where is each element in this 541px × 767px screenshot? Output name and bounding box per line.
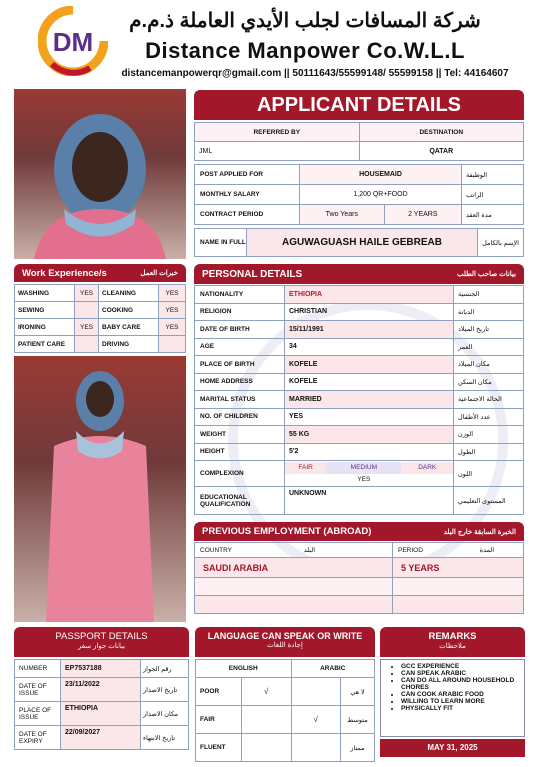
table-row <box>195 596 524 614</box>
employment-title-ar: الخبرة السابقة خارج البلد <box>443 528 516 536</box>
table-row <box>195 356 524 374</box>
passport-label: DATE OF ISSUE <box>15 678 61 702</box>
table-row <box>15 285 186 302</box>
table-row <box>196 678 375 706</box>
personal-value: 34 <box>285 338 454 356</box>
personal-value: 55 KG <box>285 426 454 444</box>
post-label: POST APPLIED FOR <box>195 165 300 185</box>
personal-label-ar: الديانة <box>454 303 524 321</box>
country-label: COUNTRY <box>200 547 232 554</box>
employment-table <box>194 542 524 614</box>
personal-value: YES <box>285 408 454 426</box>
language-level-ar: لا هي <box>341 678 375 706</box>
language-header <box>195 627 375 657</box>
contract-period-label-ar: مدة العقد <box>462 205 524 225</box>
name-table <box>194 228 524 257</box>
education-label-ar: المستوى التعليمي <box>454 487 524 515</box>
table-row <box>195 443 524 461</box>
personal-label: DATE OF BIRTH <box>195 321 285 339</box>
personal-label-ar: الحالة الاجتماعية <box>454 391 524 409</box>
table-row <box>15 319 186 336</box>
skill-label: BABY CARE <box>99 319 159 336</box>
list-item: • PHYSICALLY FIT <box>401 705 520 712</box>
passport-label: PLACE OF ISSUE <box>15 702 61 726</box>
document-date: MAY 31, 2025 <box>380 739 525 757</box>
passport-label: NUMBER <box>15 660 61 678</box>
personal-label-ar: تاريخ الميلاد <box>454 321 524 339</box>
english-level-mark <box>242 706 292 734</box>
complexion-label-ar: اللون <box>454 461 524 487</box>
employment-title: PREVIOUS EMPLOYMENT (ABROAD) <box>202 526 372 537</box>
education-value: UNKNOWN <box>285 487 454 515</box>
personal-value: KOFELE <box>285 373 454 391</box>
personal-label: AGE <box>195 338 285 356</box>
logo-text: DM <box>52 27 94 57</box>
skill-value <box>159 336 186 353</box>
skill-value: YES <box>159 302 186 319</box>
salary-label-ar: الراتب <box>462 185 524 205</box>
remarks-title: REMARKS <box>428 631 477 642</box>
post-value: HOUSEMAID <box>300 165 462 185</box>
skill-label: PATIENT CARE <box>15 336 75 353</box>
full-name-value: AGUWAGUASH HAILE GEBREAB <box>247 229 478 257</box>
arabic-level-mark: √ <box>291 706 341 734</box>
skill-label: WASHING <box>15 285 75 302</box>
personal-label: RELIGION <box>195 303 285 321</box>
list-item: • GCC EXPERIENCE <box>401 663 520 670</box>
contract-period-label: CONTRACT PERIOD <box>195 205 300 225</box>
table-row <box>195 578 524 596</box>
skill-label: CLEANING <box>99 285 159 302</box>
language-level-ar: ممتاز <box>341 734 375 762</box>
company-logo <box>38 6 108 76</box>
table-row <box>195 426 524 444</box>
table-row <box>195 558 524 578</box>
skill-value <box>75 302 99 319</box>
referral-table <box>194 122 524 161</box>
complexion-mark: YES <box>357 476 371 483</box>
table-row <box>15 302 186 319</box>
skill-value: YES <box>75 319 99 336</box>
personal-label-ar: الطول <box>454 443 524 461</box>
applicant-face-photo <box>14 89 186 259</box>
language-table <box>195 659 375 762</box>
complexion-label: COMPLEXION <box>195 461 285 487</box>
post-label-ar: الوظيفة <box>462 165 524 185</box>
table-row <box>15 678 189 702</box>
passport-title: PASSPORT DETAILS <box>55 631 148 642</box>
name-label: NAME IN FULL <box>195 229 247 257</box>
table-row <box>195 408 524 426</box>
education-row <box>195 487 524 515</box>
table-row <box>15 660 189 678</box>
page-title: APPLICANT DETAILS <box>194 90 524 120</box>
language-level: POOR <box>196 678 242 706</box>
passport-label-ar: تاريخ الاصدار <box>141 678 189 702</box>
personal-value: MARRIED <box>285 391 454 409</box>
table-row <box>195 391 524 409</box>
personal-label: HEIGHT <box>195 443 285 461</box>
personal-label-ar: الوزن <box>454 426 524 444</box>
skill-label: DRIVING <box>99 336 159 353</box>
table-row <box>195 338 524 356</box>
passport-value: EP7537188 <box>61 660 141 678</box>
destination-label: DESTINATION <box>359 123 524 142</box>
personal-label-ar: مكان السكن <box>454 373 524 391</box>
remarks-list <box>380 659 525 737</box>
passport-value: 22/09/2027 <box>61 726 141 750</box>
complexion-medium: MEDIUM <box>326 462 401 474</box>
complexion-row <box>195 461 524 487</box>
personal-label-ar: العمر <box>454 338 524 356</box>
personal-label: NO. OF CHILDREN <box>195 408 285 426</box>
personal-details-table <box>194 285 524 515</box>
referred-by-value: JML <box>195 142 360 161</box>
employment-header <box>194 522 524 541</box>
skill-value: YES <box>159 285 186 302</box>
list-item: • CAN DO ALL AROUND HOUSEHOLD CHORES <box>401 677 520 691</box>
employment-period-header <box>393 543 524 558</box>
period-label-ar: المدة <box>479 547 495 554</box>
company-contact: distancemanpowerqr@gmail.com || 50111643/55599148/ 55599158 || Tel: 44164607 <box>121 68 509 79</box>
contract-period-value: 2 YEARS <box>384 205 461 225</box>
table-row <box>196 706 375 734</box>
table-row <box>195 286 524 304</box>
passport-label-ar: مكان الاصدار <box>141 702 189 726</box>
language-level-ar: متوسط <box>341 706 375 734</box>
remarks-header <box>380 627 525 657</box>
personal-details-header <box>194 264 524 284</box>
personal-value: CHRISTIAN <box>285 303 454 321</box>
table-row <box>195 321 524 339</box>
personal-label: MARITAL STATUS <box>195 391 285 409</box>
passport-label: DATE OF EXPIRY <box>15 726 61 750</box>
table-row <box>15 336 186 353</box>
table-row <box>196 734 375 762</box>
company-english-name: Distance Manpower Co.W.L.L <box>145 38 465 63</box>
destination-value: QATAR <box>359 142 524 161</box>
english-header: ENGLISH <box>196 660 292 678</box>
remarks-title-ar: ملاحظات <box>439 643 466 650</box>
work-experience-table <box>14 284 186 353</box>
education-label: EDUCATIONAL QUALIFICATION <box>195 487 285 515</box>
complexion-dark: DARK <box>401 462 453 474</box>
skill-value: YES <box>75 285 99 302</box>
contract-period-words: Two Years <box>300 205 385 225</box>
work-experience-header <box>14 264 186 282</box>
passport-table <box>14 659 189 750</box>
passport-label-ar: رقم الجواز <box>141 660 189 678</box>
skill-label: COOKING <box>99 302 159 319</box>
skill-value: YES <box>159 319 186 336</box>
arabic-header: ARABIC <box>291 660 375 678</box>
language-level: FAIR <box>196 706 242 734</box>
table-row <box>15 726 189 750</box>
skill-label: SEWING <box>15 302 75 319</box>
applicant-full-photo <box>14 356 186 622</box>
personal-label: PLACE OF BIRTH <box>195 356 285 374</box>
personal-label: NATIONALITY <box>195 286 285 304</box>
personal-value: KOFELE <box>285 356 454 374</box>
personal-label-ar: الجنسية <box>454 286 524 304</box>
name-label-ar: الإسم بالكامل <box>478 229 524 257</box>
language-level: FLUENT <box>196 734 242 762</box>
employment-country: SAUDI ARABIA <box>195 558 393 578</box>
personal-details-title-ar: بيانات صاحب الطلب <box>456 271 516 278</box>
personal-value: 15/11/1991 <box>285 321 454 339</box>
language-title-ar: إجادة اللغات <box>267 642 303 649</box>
passport-header <box>14 627 189 657</box>
list-item: • CAN COOK ARABIC FOOD <box>401 691 520 698</box>
personal-label: HOME ADDRESS <box>195 373 285 391</box>
personal-value: 5'2 <box>285 443 454 461</box>
list-item: • CAN SPEAK ARABIC <box>401 670 520 677</box>
arabic-level-mark <box>291 734 341 762</box>
table-row <box>15 702 189 726</box>
arabic-level-mark <box>291 678 341 706</box>
employment-country-header <box>195 543 393 558</box>
company-arabic-name: شركة المسافات لجلب الأيدي العاملة ذ.م.م <box>129 10 481 32</box>
personal-label: WEIGHT <box>195 426 285 444</box>
list-item: • WILLING TO LEARN MORE <box>401 698 520 705</box>
skill-value <box>75 336 99 353</box>
personal-value: ETHIOPIA <box>285 286 454 304</box>
personal-details-title: PERSONAL DETAILS <box>202 268 303 280</box>
table-row <box>195 373 524 391</box>
complexion-fair: FAIR <box>285 462 326 474</box>
skill-label: IRONING <box>15 319 75 336</box>
country-label-ar: البلد <box>303 547 316 554</box>
passport-value: 23/11/2022 <box>61 678 141 702</box>
salary-value: 1,200 QR+FOOD <box>300 185 462 205</box>
personal-label-ar: عدد الأطفال <box>454 408 524 426</box>
work-experience-title-ar: خبرات العمل <box>140 270 178 277</box>
language-title: LANGUAGE CAN SPEAK OR WRITE <box>207 631 363 641</box>
employment-period: 5 YEARS <box>393 558 524 578</box>
english-level-mark: √ <box>242 678 292 706</box>
passport-value: ETHIOPIA <box>61 702 141 726</box>
job-table <box>194 164 524 225</box>
period-label: PERIOD <box>398 547 423 554</box>
referred-by-label: REFERRED BY <box>195 123 360 142</box>
passport-label-ar: تاريخ الانتهاء <box>141 726 189 750</box>
table-row <box>195 303 524 321</box>
personal-label-ar: مكان الميلاد <box>454 356 524 374</box>
english-level-mark <box>242 734 292 762</box>
salary-label: MONTHLY SALARY <box>195 185 300 205</box>
work-experience-title: Work Experience/s <box>22 267 107 279</box>
passport-title-ar: بيانات جواز سفر <box>77 643 126 650</box>
